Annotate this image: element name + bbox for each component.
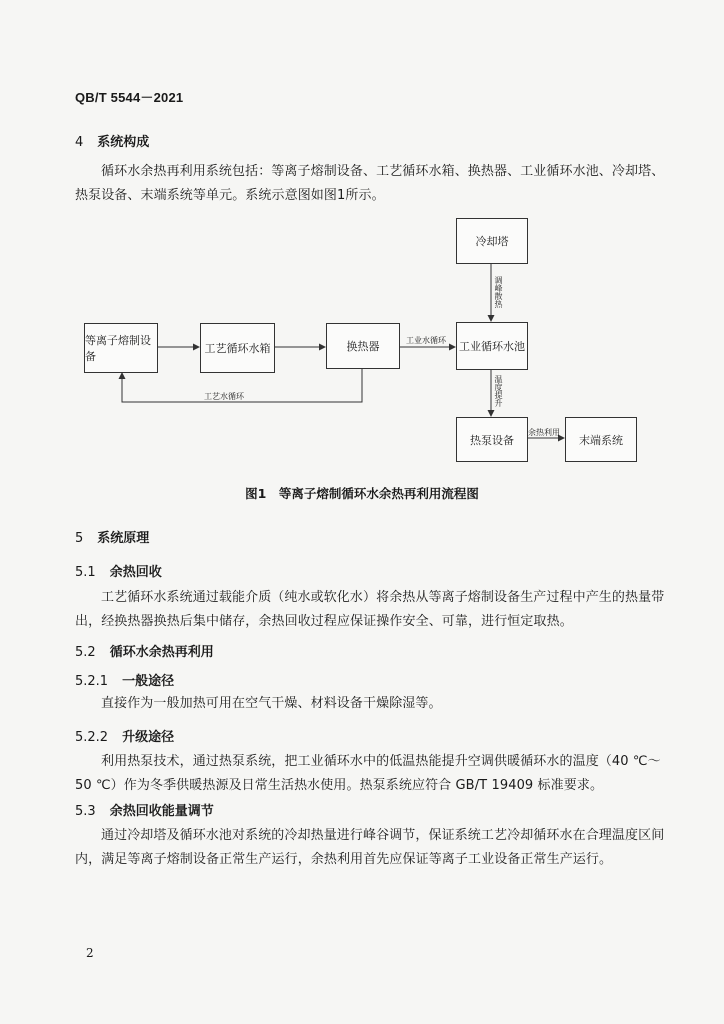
section-5-heading — [75, 527, 149, 546]
box-industrial-pool: 工业循环水池 — [456, 322, 528, 370]
box-cooling-tower: 冷却塔 — [456, 218, 528, 264]
section-5-2-2-heading — [75, 726, 174, 745]
section-number: 5.2 — [75, 645, 96, 660]
section-title: 升级途径 — [122, 730, 175, 745]
box-process-tank: 工艺循环水箱 — [200, 323, 275, 373]
label-waste-heat-use: 余热利用 — [528, 428, 560, 437]
label-peak-shaving: 调峰散热 — [494, 276, 503, 308]
section-number: 5.2.2 — [75, 730, 109, 745]
figure-caption: 图1 等离子熔制循环水余热再利用流程图 — [245, 486, 479, 501]
label-process-water-cycle: 工艺水循环 — [204, 392, 244, 401]
box-heat-pump: 热泵设备 — [456, 417, 528, 462]
box-terminal-system: 末端系统 — [565, 417, 637, 462]
section-5-1-heading — [75, 561, 162, 580]
label-industrial-water-cycle: 工业水循环 — [406, 336, 446, 345]
section-title: 余热回收能量调节 — [109, 804, 214, 819]
section-number: 5.1 — [75, 565, 96, 580]
box-plasma-equipment: 等离子熔制设备 — [84, 323, 158, 373]
label-temp-raise: 温度提升 — [494, 375, 503, 407]
section-5-1-paragraph: 工艺循环水系统通过载能介质（纯水或软化水）将余热从等离子熔制设备生产过程中产生的热量带出，经换热器换热后集中储存，余热回收过程应保证操作安全、可靠，进行恒定取热。 — [75, 590, 665, 629]
section-title: 系统构成 — [97, 135, 150, 150]
section-title: 循环水余热再利用 — [109, 645, 214, 660]
section-title: 系统原理 — [97, 531, 150, 546]
section-number: 4 — [75, 135, 84, 150]
section-5-2-1-paragraph: 直接作为一般加热可用在空气干燥、材料设备干燥除湿等。 — [101, 696, 442, 711]
section-5-2-heading — [75, 641, 214, 660]
section-number: 5 — [75, 531, 84, 546]
section-4-paragraph: 循环水余热再利用系统包括：等离子熔制设备、工艺循环水箱、换热器、工业循环水池、冷却塔、热泵设备、末端系统等单元。系统示意图如图1所示。 — [75, 164, 665, 203]
section-5-2-2-paragraph: 利用热泵技术，通过热泵系统，把工业循环水中的低温热能提升空调供暖循环水的温度（40 ℃～50 ℃）作为冬季供暖热源及日常生活热水使用。热泵系统应符合 GB/T 19409 标准要求。 — [75, 754, 661, 793]
box-heat-exchanger: 换热器 — [326, 323, 400, 369]
section-title: 一般途径 — [122, 674, 175, 689]
section-number: 5.2.1 — [75, 674, 109, 689]
section-title: 余热回收 — [109, 565, 162, 580]
section-5-2-1-heading — [75, 670, 174, 689]
section-5-3-heading — [75, 800, 214, 819]
standard-number: QB/T 5544－2021 — [75, 90, 184, 105]
section-5-3-paragraph: 通过冷却塔及循环水池对系统的冷却热量进行峰谷调节，保证系统工艺冷却循环水在合理温度区间内，满足等离子熔制设备正常生产运行，余热利用首先应保证等离子工业设备正常生产运行。 — [75, 828, 665, 867]
page-number: 2 — [86, 946, 94, 960]
section-number: 5.3 — [75, 804, 96, 819]
